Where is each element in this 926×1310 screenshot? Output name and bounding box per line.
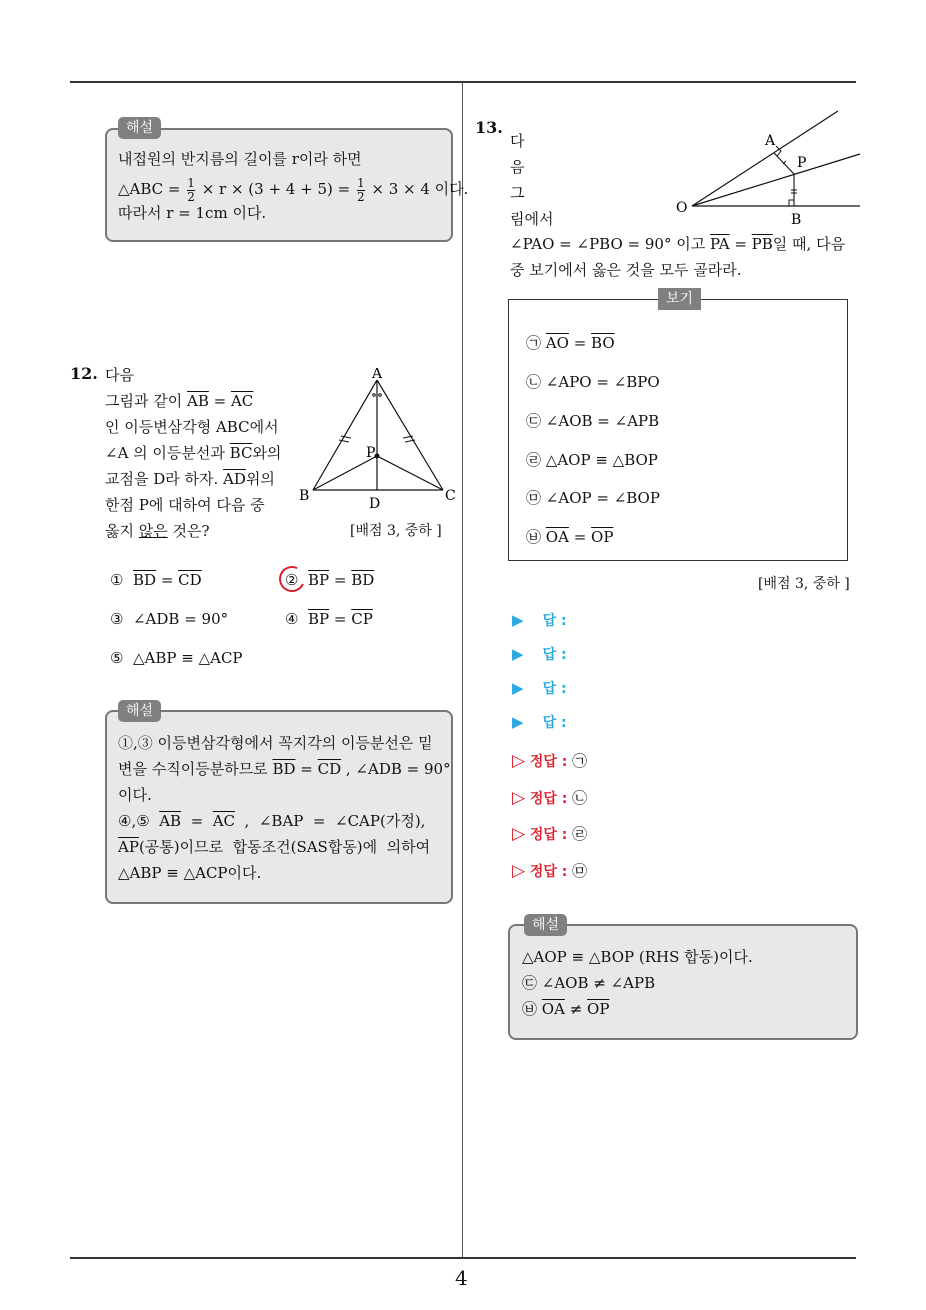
solution-line: △ABP ≡ △ACP이다. <box>118 864 262 882</box>
solution-line: ㉢ ∠AOB ≠ ∠APB <box>522 974 656 992</box>
question-text: 림에서 <box>510 210 554 228</box>
answer-row[interactable]: ▶ 답 : <box>512 713 567 731</box>
selected-circle-mark <box>275 562 308 595</box>
question-text: 그림과 같이 $\overline{AB} = \overline{AC}$ <box>105 392 254 410</box>
outline-triangle-icon: ▷ <box>512 751 526 771</box>
solution-line: 이다. <box>118 786 152 804</box>
play-triangle-icon: ▶ <box>512 611 524 629</box>
choices-tag: 보기 <box>658 288 701 310</box>
question-text: 한점 P에 대하여 다음 중 <box>105 496 265 514</box>
point-label: A <box>372 368 383 382</box>
question-text: 그 <box>510 184 525 202</box>
choice-item[interactable]: ㉢ ∠AOB = ∠APB <box>526 412 660 430</box>
solution-tag: 해설 <box>118 700 161 722</box>
solution-line: 내접원의 반지름의 길이를 r이라 하면 <box>118 150 362 168</box>
play-triangle-icon: ▶ <box>512 645 524 663</box>
question-text: ∠A 의 이등분선과 $\overline{BC}$와의 <box>105 444 282 462</box>
option-2[interactable]: ② $\overline{BP} = \overline{BD}$ <box>285 571 374 589</box>
option-3[interactable]: ③ ∠ADB = 90° <box>110 610 229 628</box>
isosceles-triangle-figure <box>295 368 460 513</box>
point-label: P <box>366 445 376 461</box>
question-text: 인 이등변삼각형 ABC에서 <box>105 418 279 436</box>
point-label: O <box>676 200 688 216</box>
solution-tag: 해설 <box>118 117 161 139</box>
question-text: 옳지 않은 것은? <box>105 522 210 540</box>
question-text: ∠PAO = ∠PBO = 90° 이고 $\overline{PA} = \overline{PB}$일 때, 다음 <box>510 235 846 253</box>
column-divider <box>462 82 463 1257</box>
bottom-rule <box>70 1257 856 1259</box>
solution-line: 따라서 r = 1cm 이다. <box>118 204 267 222</box>
question-text: 교점을 D라 하자. $\overline{AD}$위의 <box>105 470 275 488</box>
score-label: [배점 3, 중하 ] <box>758 576 850 592</box>
outline-triangle-icon: ▷ <box>512 788 526 808</box>
correct-answer-row: ▷ 정답 : ㉡ <box>512 788 588 808</box>
score-label: [배점 3, 중하 ] <box>350 523 442 539</box>
solution-line: △ABC = $\frac{1}{2}$ × r × (3 + 4 + 5) = $\frac{1}{2}$ × 3 × 4 이다. <box>118 175 469 204</box>
fraction-half: $\frac{1}{2}$ <box>187 175 195 204</box>
solution-line: ㉥ $\overline{OA} \ne \overline{OP}$ <box>522 1000 610 1018</box>
correct-answer-row: ▷ 정답 : ㉤ <box>512 861 588 881</box>
solution-line: 변을 수직이등분하므로 $\overline{BD} = \overline{CD}$ , ∠ADB = 90° <box>118 760 451 778</box>
answer-row[interactable]: ▶ 답 : <box>512 679 567 697</box>
top-rule <box>70 81 856 83</box>
fraction-half: $\frac{1}{2}$ <box>356 175 365 204</box>
solution-line: ④,⑤ $\overline{AB} = \overline{AC}$ , ∠BAP = ∠CAP(가정), <box>118 812 426 830</box>
outline-triangle-icon: ▷ <box>512 824 526 844</box>
question-text: 중 보기에서 옳은 것을 모두 골라라. <box>510 261 742 279</box>
question-text: 다음 <box>105 366 134 384</box>
solution-line: $\overline{AP}$(공통)이므로 합동조건(SAS합동)에 의하여 <box>118 838 431 856</box>
question-text: 다 <box>510 132 525 150</box>
answer-row[interactable]: ▶ 답 : <box>512 645 567 663</box>
question-text: 음 <box>510 158 525 176</box>
play-triangle-icon: ▶ <box>512 713 524 731</box>
solution-tag: 해설 <box>524 914 567 936</box>
point-label: A <box>765 133 776 149</box>
play-triangle-icon: ▶ <box>512 679 524 697</box>
question-number: 12. <box>70 364 98 383</box>
correct-answer-row: ▷ 정답 : ㉣ <box>512 824 588 844</box>
page-number: 4 <box>455 1266 468 1290</box>
solution-line: △AOP ≡ △BOP (RHS 합동)이다. <box>522 948 753 966</box>
point-label: B <box>299 488 310 504</box>
question-number: 13. <box>475 118 503 137</box>
choice-item[interactable]: ㉣ △AOP ≡ △BOP <box>526 451 658 469</box>
choice-item[interactable]: ㉠ $\overline{AO} = \overline{BO}$ <box>526 334 615 352</box>
option-1[interactable]: ① $\overline{BD} = \overline{CD}$ <box>110 571 202 589</box>
option-5[interactable]: ⑤ △ABP ≡ △ACP <box>110 649 243 667</box>
correct-answer-row: ▷ 정답 : ㉠ <box>512 751 588 771</box>
outline-triangle-icon: ▷ <box>512 861 526 881</box>
answer-row[interactable]: ▶ 답 : <box>512 611 567 629</box>
angle-bisector-figure <box>670 106 862 230</box>
point-label: B <box>791 212 802 228</box>
option-4[interactable]: ④ $\overline{BP} = \overline{CP}$ <box>285 610 373 628</box>
choice-item[interactable]: ㉡ ∠APO = ∠BPO <box>526 373 660 391</box>
choice-item[interactable]: ㉤ ∠AOP = ∠BOP <box>526 489 660 507</box>
point-label: D <box>369 496 381 512</box>
solution-line: ①,③ 이등변삼각형에서 꼭지각의 이등분선은 밑 <box>118 734 433 752</box>
point-label: C <box>445 488 456 504</box>
point-label: P <box>797 155 807 171</box>
choice-item[interactable]: ㉥ $\overline{OA} = \overline{OP}$ <box>526 528 614 546</box>
